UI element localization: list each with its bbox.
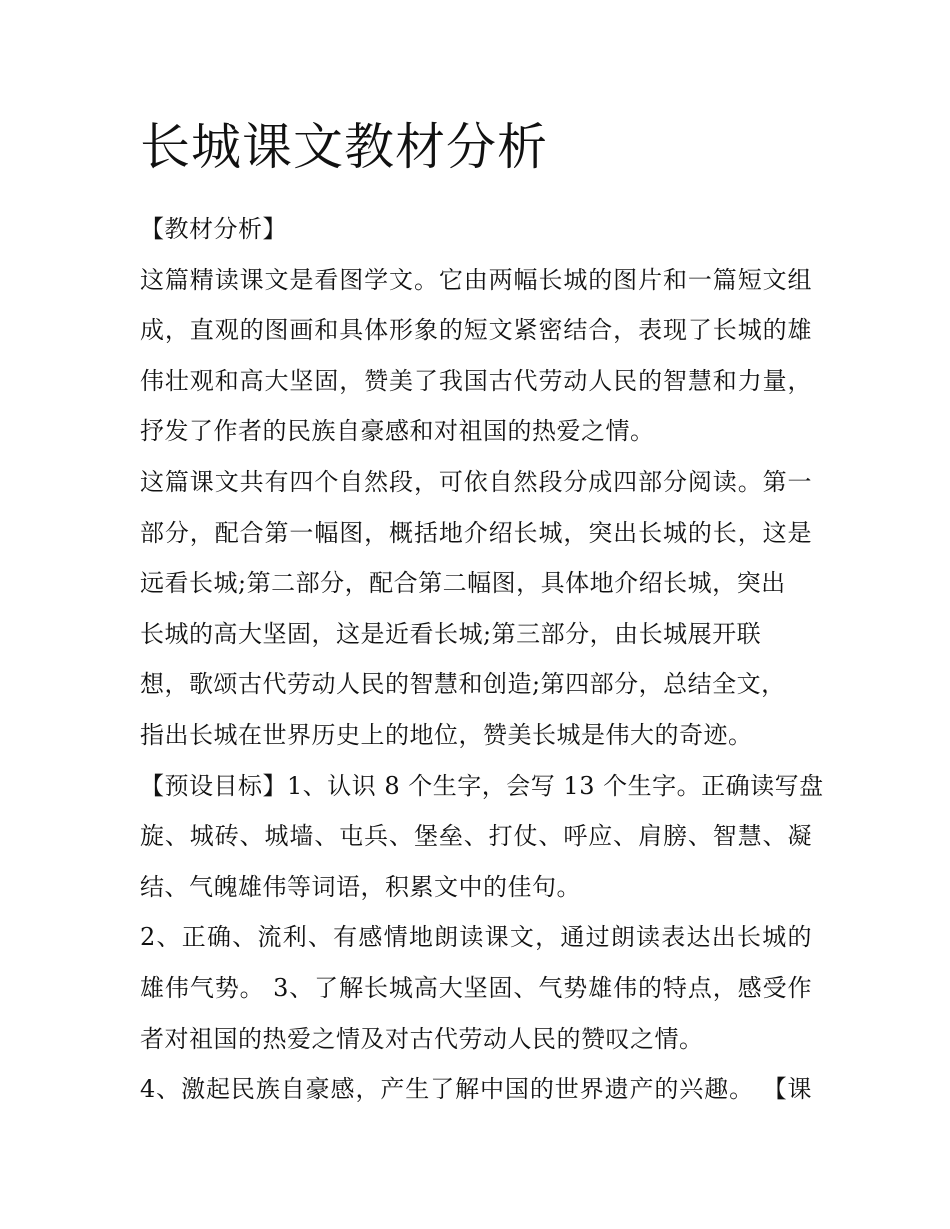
body-line: 长城的高大坚固，这是近看长城;第三部分，由长城展开联	[140, 619, 762, 648]
document-title: 长城课文教材分析	[140, 118, 548, 176]
body-line: 指出长城在世界历史上的地位，赞美长城是伟大的奇迹。	[140, 720, 753, 749]
body-line: 者对祖国的热爱之情及对古代劳动人民的赞叹之情。	[140, 1024, 704, 1053]
body-line: 这篇课文共有四个自然段，可依自然段分成四部分阅读。第一	[140, 467, 812, 496]
document-page	[140, 112, 824, 1115]
body-line: 4、激起民族自豪感，产生了解中国的世界遗产的兴趣。 【课	[140, 1075, 812, 1104]
body-line: 【预设目标】1、认识 8 个生字，会写 13 个生字。正确读写盘	[140, 771, 824, 800]
body-line: 结、气魄雄伟等词语，积累文中的佳句。	[140, 872, 581, 901]
body-line: 雄伟气势。 3、了解长城高大坚固、气势雄伟的特点，感受作	[140, 973, 812, 1002]
body-line: 旋、城砖、城墙、屯兵、堡垒、打仗、呼应、肩膀、智慧、凝	[140, 822, 812, 851]
body-line: 成，直观的图画和具体形象的短文紧密结合，表现了长城的雄	[140, 316, 812, 345]
body-line: 这篇精读课文是看图学文。它由两幅长城的图片和一篇短文组	[140, 265, 812, 294]
body-line: 部分，配合第一幅图，概括地介绍长城，突出长城的长，这是	[140, 518, 812, 547]
body-line: 想，歌颂古代劳动人民的智慧和创造;第四部分，总结全文，	[140, 670, 786, 699]
body-line: 远看长城;第二部分，配合第二幅图，具体地介绍长城，突出	[140, 569, 786, 598]
body-line: 抒发了作者的民族自豪感和对祖国的热爱之情。	[140, 417, 655, 446]
document-body	[140, 204, 824, 1115]
body-line: 伟壮观和高大坚固，赞美了我国古代劳动人民的智慧和力量，	[140, 366, 812, 395]
body-line: 2、正确、流利、有感情地朗读课文，通过朗读表达出长城的	[140, 923, 812, 952]
body-line: 【教材分析】	[140, 215, 287, 243]
